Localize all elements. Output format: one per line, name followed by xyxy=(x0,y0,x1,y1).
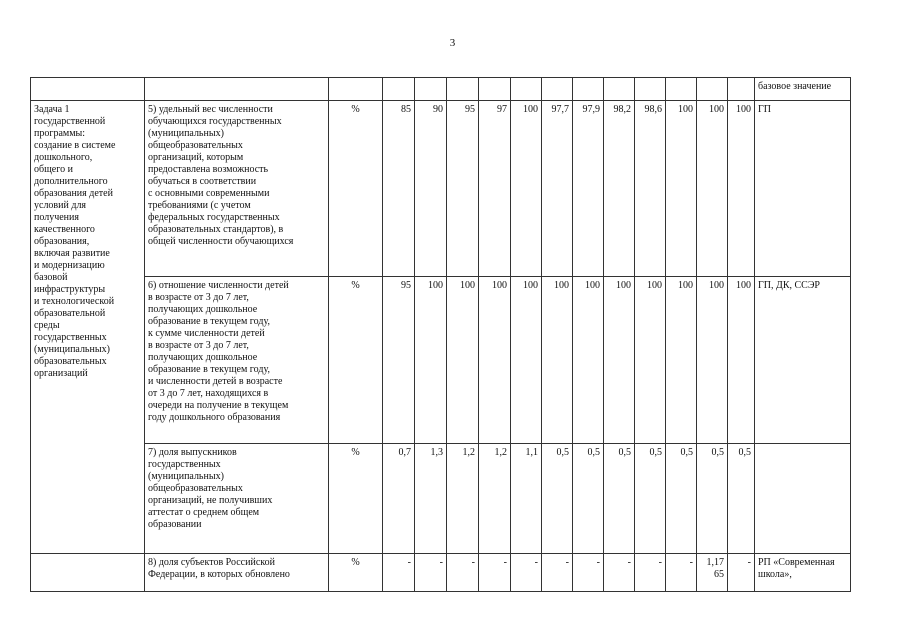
indicator-cell: 5) удельный вес численности обучающихся государственных (муниципальных) общеобразовательных организаций, которым предоставлена возможность обучаться в соответствии с основными современными требованиями (с учетом федеральных государственных образовательных стандартов), в общей численности обучающихся xyxy=(145,101,329,277)
value-cell: 0,5 xyxy=(666,444,697,554)
unit-cell: % xyxy=(329,444,383,554)
source-cell xyxy=(755,444,851,554)
value-cell: 90 xyxy=(415,101,447,277)
value-cell: 0,7 xyxy=(383,444,415,554)
value-cell: 100 xyxy=(697,277,728,444)
value-cell: 100 xyxy=(728,101,755,277)
value-cell: 100 xyxy=(573,277,604,444)
value-cell: - xyxy=(479,554,511,592)
header-source-label: базовое значение xyxy=(755,78,851,101)
indicators-table xyxy=(30,77,851,592)
value-cell: 97,9 xyxy=(573,101,604,277)
value-cell: 85 xyxy=(383,101,415,277)
value-cell: 0,5 xyxy=(573,444,604,554)
value-cell: 97,7 xyxy=(542,101,573,277)
page-number: 3 xyxy=(449,37,456,49)
value-cell: 0,5 xyxy=(604,444,635,554)
value-cell: - xyxy=(383,554,415,592)
table-row xyxy=(31,554,851,592)
value-cell: 100 xyxy=(604,277,635,444)
value-cell: - xyxy=(542,554,573,592)
value-cell: 97 xyxy=(479,101,511,277)
task-cell-empty xyxy=(31,554,145,592)
value-cell: 98,6 xyxy=(635,101,666,277)
unit-cell: % xyxy=(329,554,383,592)
value-cell: 100 xyxy=(447,277,479,444)
value-cell: 100 xyxy=(542,277,573,444)
indicator-cell: 6) отношение численности детей в возрасте от 3 до 7 лет, получающих дошкольное образование в текущем году, к сумме численности детей в возрасте от 3 до 7 лет, получающих дошкольное образование в текущем году, и численности детей в возрасте от 3 до 7 лет, находящихся в очереди на получение в текущем году дошкольного образования xyxy=(145,277,329,444)
source-cell: ГП xyxy=(755,101,851,277)
value-cell: 98,2 xyxy=(604,101,635,277)
value-cell: 0,5 xyxy=(697,444,728,554)
value-cell: - xyxy=(511,554,542,592)
source-cell: РП «Современная школа», xyxy=(755,554,851,592)
value-cell: 1,3 xyxy=(415,444,447,554)
value-cell: 100 xyxy=(728,277,755,444)
value-cell: 100 xyxy=(479,277,511,444)
value-cell: 1,1 xyxy=(511,444,542,554)
value-cell: 0,5 xyxy=(728,444,755,554)
value-cell: 1,17 65 xyxy=(697,554,728,592)
value-cell: - xyxy=(728,554,755,592)
table-row xyxy=(31,444,851,554)
value-cell: - xyxy=(666,554,697,592)
value-cell: 100 xyxy=(635,277,666,444)
value-cell: 100 xyxy=(511,101,542,277)
value-cell: 100 xyxy=(415,277,447,444)
table-row xyxy=(31,277,851,444)
value-cell: 100 xyxy=(666,277,697,444)
unit-cell: % xyxy=(329,101,383,277)
value-cell: 1,2 xyxy=(447,444,479,554)
value-cell: 100 xyxy=(666,101,697,277)
value-cell: 100 xyxy=(697,101,728,277)
value-cell: - xyxy=(415,554,447,592)
source-cell: ГП, ДК, ССЭР xyxy=(755,277,851,444)
value-cell: 1,2 xyxy=(479,444,511,554)
value-cell: - xyxy=(604,554,635,592)
table-row xyxy=(31,101,851,277)
indicator-cell: 8) доля субъектов Российской Федерации, в которых обновлено xyxy=(145,554,329,592)
value-cell: - xyxy=(447,554,479,592)
value-cell: - xyxy=(635,554,666,592)
value-cell: 100 xyxy=(511,277,542,444)
value-cell: 95 xyxy=(383,277,415,444)
table-header-row xyxy=(31,78,851,101)
task-text: Задача 1 государственной программы: создание в системе дошкольного, общего и дополнительного образования детей условий для получения качественного образования, включая развитие и модернизацию базовой инфраструктуры и технологической образовательной среды государственных (муниципальных) образовательных организаций xyxy=(34,104,116,379)
value-cell: - xyxy=(573,554,604,592)
indicator-cell: 7) доля выпускников государственных (муниципальных) общеобразовательных организаций, не получивших аттестат о среднем общем образовании xyxy=(145,444,329,554)
value-cell: 0,5 xyxy=(542,444,573,554)
unit-cell: % xyxy=(329,277,383,444)
value-cell: 0,5 xyxy=(635,444,666,554)
value-cell: 95 xyxy=(447,101,479,277)
task-cell xyxy=(31,101,145,554)
